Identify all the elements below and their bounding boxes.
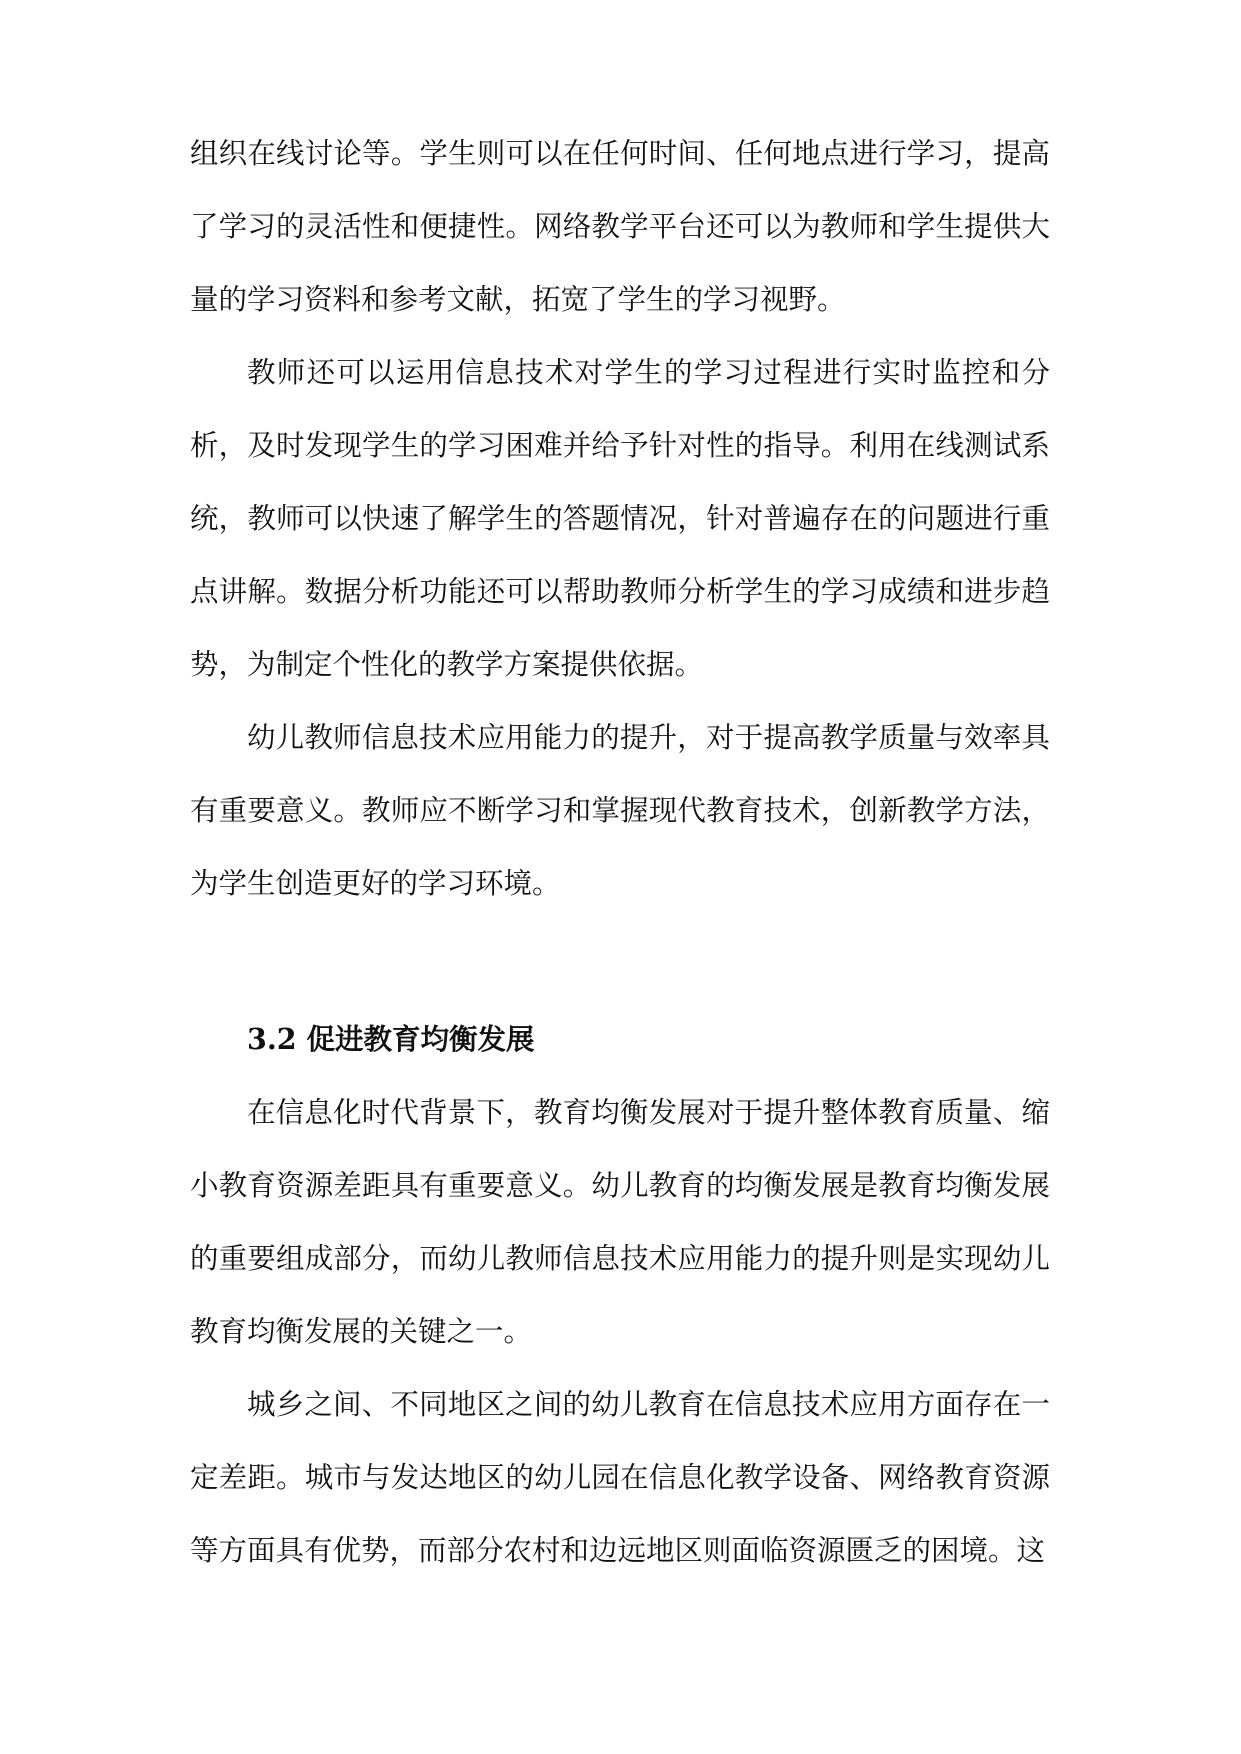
section-heading: 3.2 促进教育均衡发展 [247, 1022, 535, 1056]
paragraph: 教师还可以运用信息技术对学生的学习过程进行实时监控和分析，及时发现学生的学习困难并给予针对性的指导。利用在线测试系统，教师可以快速了解学生的答题情况，针对普遍存在的问题进行重点讲解。数据分析功能还可以帮助教师分析学生的学习成绩和进步趋势，为制定个性化的教学方案提供依据。 [190, 356, 1050, 681]
paragraph: 城乡之间、不同地区之间的幼儿教育在信息技术应用方面存在一定差距。城市与发达地区的幼儿园在信息化教学设备、网络教育资源等方面具有优势，而部分农村和边远地区则面临资源匮乏的困境。这 [190, 1388, 1050, 1567]
paragraph: 幼儿教师信息技术应用能力的提升，对于提高教学质量与效率具有重要意义。教师应不断学习和掌握现代教育技术，创新教学方法，为学生创造更好的学习环境。 [190, 721, 1050, 900]
paragraph: 在信息化时代背景下，教育均衡发展对于提升整体教育质量、缩小教育资源差距具有重要意义。幼儿教育的均衡发展是教育均衡发展的重要组成部分，而幼儿教师信息技术应用能力的提升则是实现幼儿教育均衡发展的关键之一。 [190, 1096, 1050, 1348]
paragraph-continued: 组织在线讨论等。学生则可以在任何时间、任何地点进行学习，提高了学习的灵活性和便捷性。网络教学平台还可以为教师和学生提供大量的学习资料和参考文献，拓宽了学生的学习视野。 [190, 137, 1050, 316]
